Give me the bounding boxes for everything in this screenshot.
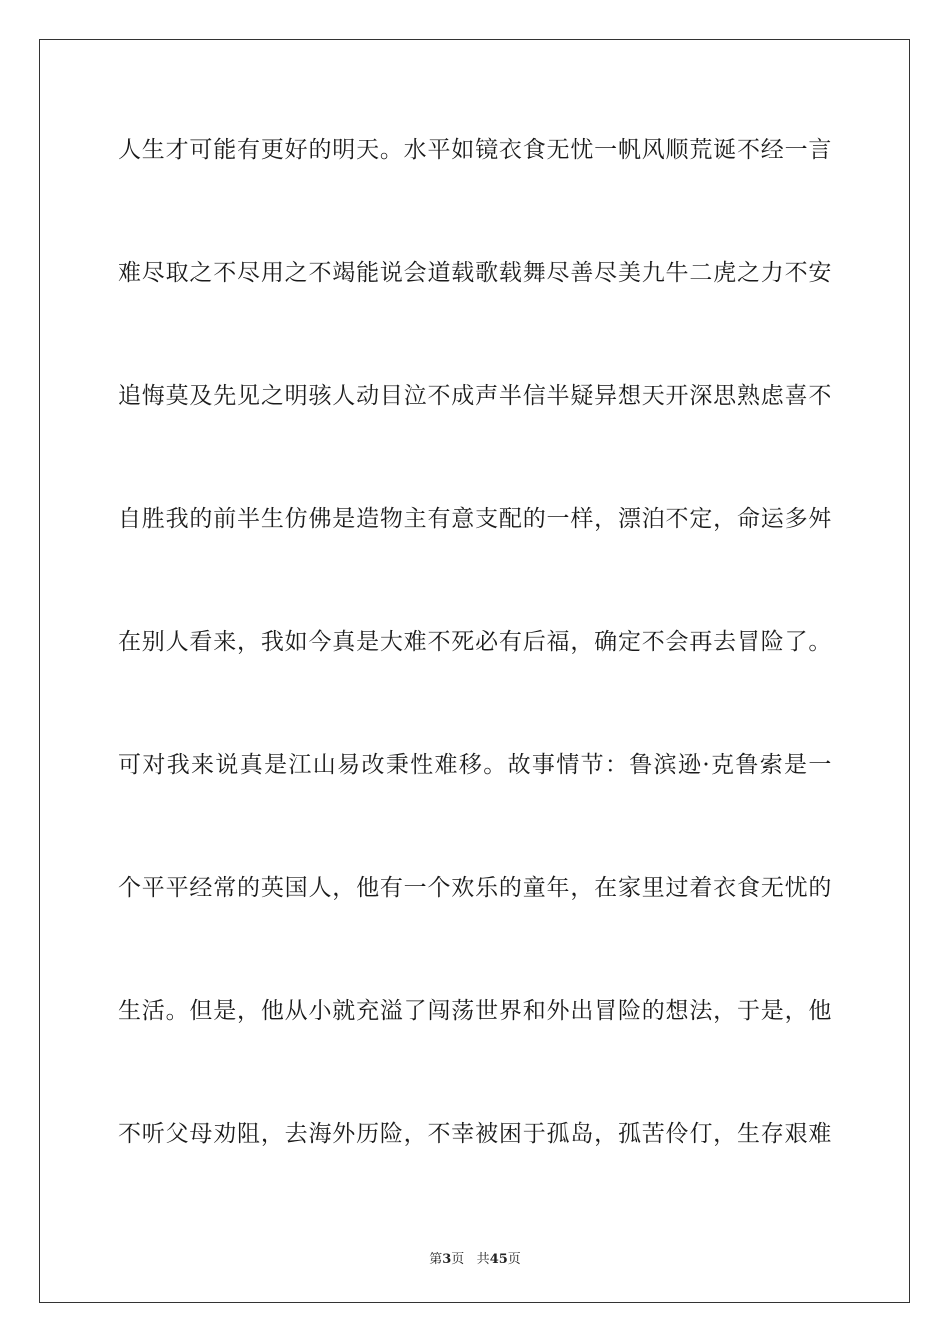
body-line-1: 人生才可能有更好的明天。水平如镜衣食无忧一帆风顺荒诞不经一言 bbox=[118, 137, 832, 163]
total-prefix: 共 bbox=[476, 1252, 490, 1267]
body-line-7: 个平平经常的英国人，他有一个欢乐的童年，在家里过着衣食无忧的 bbox=[118, 875, 832, 901]
body-line-2: 难尽取之不尽用之不竭能说会道载歌载舞尽善尽美九牛二虎之力不安 bbox=[118, 260, 832, 286]
body-line-6: 可对我来说真是江山易改秉性难移。故事情节：鲁滨逊·克鲁索是一 bbox=[118, 752, 832, 778]
body-line-4: 自胜我的前半生仿佛是造物主有意支配的一样，漂泊不定，命运多舛 bbox=[118, 506, 832, 532]
body-line-5: 在别人看来，我如今真是大难不死必有后福，确定不会再去冒险了。 bbox=[118, 629, 832, 655]
page-number: 3 bbox=[442, 1252, 452, 1267]
body-line-8: 生活。但是，他从小就充溢了闯荡世界和外出冒险的想法，于是，他 bbox=[118, 998, 832, 1024]
body-line-9: 不听父母劝阻，去海外历险，不幸被困于孤岛，孤苦伶仃，生存艰难 bbox=[118, 1121, 832, 1147]
page-prefix: 第 bbox=[429, 1252, 443, 1267]
page-suffix: 页 bbox=[451, 1252, 465, 1267]
page-footer bbox=[0, 1248, 950, 1267]
total-suffix: 页 bbox=[507, 1252, 521, 1267]
page-frame bbox=[39, 39, 910, 1303]
body-line-3: 追悔莫及先见之明骇人动目泣不成声半信半疑异想天开深思熟虑喜不 bbox=[118, 383, 832, 409]
total-pages: 45 bbox=[489, 1252, 508, 1267]
